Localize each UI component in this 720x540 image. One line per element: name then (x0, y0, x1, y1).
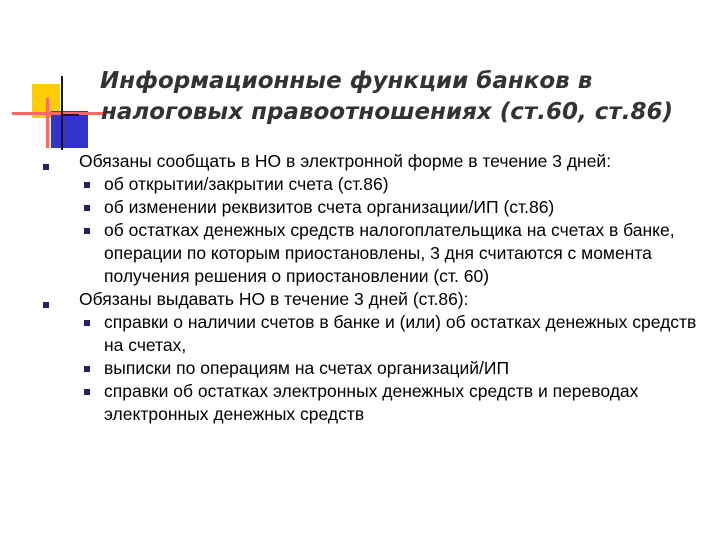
slide-title (100, 66, 710, 128)
decor-black-horizontal-line (62, 114, 79, 116)
sub-list-item-text: об остатках денежных средств налогоплательщика на счетах в банке, операции по которым приостановлены, 3 дня считаются с момента получения решения о приостановлении (ст. 60) (104, 220, 675, 286)
slide-content (0, 150, 720, 426)
bullet-square-icon (84, 320, 90, 326)
sub-list-item-text: справки о наличии счетов в банке и (или) об остатках денежных средств на счетах, (104, 312, 697, 355)
sub-list-item-text: выписки по операциям на счетах организаций/ИП (104, 358, 510, 378)
sub-list-item (104, 380, 704, 426)
bullet-square-icon (84, 228, 90, 234)
bullet-square-icon (84, 366, 90, 372)
decor-blue-square (51, 111, 88, 148)
bullet-square-icon (84, 182, 90, 188)
bullet-square-icon (43, 164, 49, 170)
decor-black-vertical-line (61, 76, 63, 150)
list-item (79, 150, 709, 173)
sub-list-item (104, 196, 704, 219)
sub-list-item (104, 357, 704, 380)
slide-title-line-2: налоговых правоотношениях (ст.60, ст.86) (101, 99, 673, 125)
bullet-square-icon (43, 302, 49, 308)
list-item-text: Обязаны сообщать в НО в электронной форме в течение 3 дней: (79, 151, 612, 171)
sub-list-item-text: справки об остатках электронных денежных средств и переводах электронных денежных средств (104, 381, 639, 424)
slide-title-line-1: Информационные функции банков в (100, 68, 593, 94)
decor-red-vertical-line (46, 98, 49, 148)
sub-list-item (104, 219, 704, 288)
bullet-square-icon (84, 389, 90, 395)
bullet-square-icon (84, 205, 90, 211)
sub-list-item (104, 311, 704, 357)
list-item (79, 288, 709, 311)
sub-list-item-text: об открытии/закрытии счета (ст.86) (104, 174, 389, 194)
list-item-text: Обязаны выдавать НО в течение 3 дней (ст.86): (79, 289, 469, 309)
decor-red-horizontal-line (12, 112, 105, 115)
sub-list-item (104, 173, 704, 196)
sub-list-item-text: об изменении реквизитов счета организации/ИП (ст.86) (104, 197, 555, 217)
